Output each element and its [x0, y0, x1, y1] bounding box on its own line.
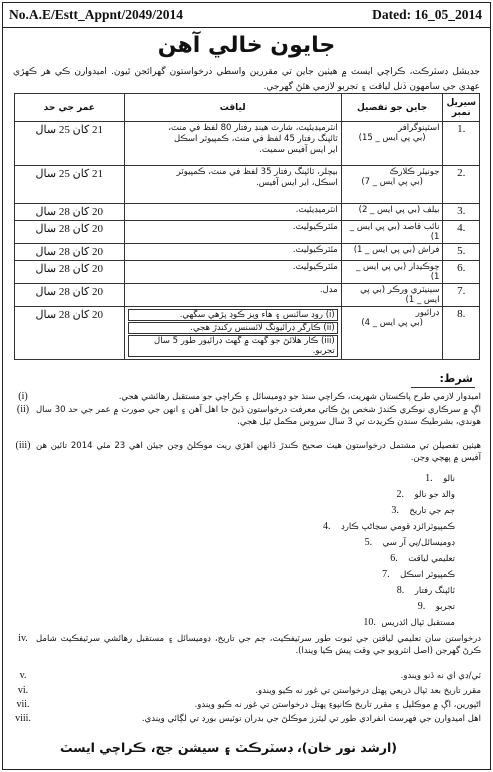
driver-requirement: (ii) ڪارگر ڊرائيونگ لائسنس رکندڙ هجي. — [128, 322, 338, 334]
table-row — [15, 204, 480, 221]
table-row — [15, 261, 480, 284]
row-qualification: انٽرميڊيئيٽ. — [295, 205, 338, 215]
row-post: بيلف (بي پي ايس _ 2) — [358, 205, 440, 215]
condition-text: مقرر تاريخ بعد ٽپال ذريعي پهتل درخواستن تي غور نه ڪيو ويندو. — [255, 686, 481, 696]
condition-number: v. — [19, 670, 27, 681]
row-post: جونيئر ڪلارڪ — [389, 167, 440, 177]
condition-text: ٽي/ڊي اي نه ڏنو ويندو. — [400, 671, 481, 681]
table-header-row — [15, 94, 480, 122]
condition-item — [10, 391, 485, 403]
row-serial: 8. — [457, 308, 466, 320]
condition-item — [10, 699, 485, 711]
required-detail: ڪمپيوٽرائزڊ قومي سڃاڻپ ڪارڊ 4. — [322, 521, 455, 532]
page-title: جايون خالي آهن — [157, 33, 336, 58]
row-post: ڊرائيور — [415, 308, 440, 318]
row-age: 21 کان 25 سال — [35, 168, 104, 180]
required-detail: تعليمي لياقت 6. — [390, 553, 455, 564]
row-scale: (بي پي ايس _ 7) — [361, 177, 423, 187]
required-detail: ٽائپنگ رفتار 8. — [396, 585, 455, 596]
row-qualification: بيچلر، ٽائپنگ رفتار 35 لفظ في منٽ، ڪمپيوٽر — [176, 167, 338, 177]
row-serial: 3. — [457, 205, 466, 217]
vacancies-table — [14, 93, 480, 360]
condition-text: اڻپورين، اڳ ۾ موڪليل ۽ مقرر تاريخ ڪانپوءِ پهتل درخواستن تي غور نه ڪيو ويندو. — [194, 700, 481, 710]
row-scale: (بي پي ايس _ 4) — [361, 318, 423, 328]
header-age-limit: عمر جي حد — [15, 94, 125, 122]
row-scale: (بي پي ايس _ 15) — [358, 133, 426, 143]
row-age: 20 کان 28 سال — [35, 206, 104, 218]
row-age: 20 کان 28 سال — [35, 286, 104, 298]
row-post: چوڪيدار (بي پي ايس _ 1) — [356, 262, 440, 282]
table-row — [15, 307, 480, 360]
condition-text: اميدوار لازمي طرح پاڪستان شهريت، ڪراچي سنڌ جو ڊوميسائل ۽ ڪراچي جو مستقبل رهائشي هجي. — [118, 392, 481, 402]
required-detail: والد جو نالو 2. — [396, 489, 455, 500]
conditions-heading: شرط: — [439, 372, 473, 385]
row-serial: 5. — [457, 245, 466, 257]
row-age: 20 کان 28 سال — [35, 309, 104, 321]
required-detail: مستقبل ٽپال ائڊريس 10. — [363, 617, 455, 628]
condition-text: هيٺين تفصيلن تي مشتمل درخواستون هيٺ صحيح ڪندڙ ڏانهن اهڙي ريت موڪلڻ وڃن جيئن اهي 23 مئي 2014 تائين هن آفيس ۾ پهچي وڃن. — [36, 441, 481, 463]
condition-number: vii. — [16, 699, 30, 710]
table-row — [15, 221, 480, 244]
condition-number: (i) — [18, 391, 28, 402]
row-post: اسٽينوگرافر — [398, 123, 440, 133]
row-serial: 7. — [457, 285, 466, 297]
row-age: 20 کان 28 سال — [35, 263, 104, 275]
reference-number: No.A.E/Estt_Appnt/2049/2014 — [9, 7, 184, 22]
row-post: فراش (بي پي ايس _ 1) — [353, 245, 440, 255]
condition-number: iv. — [18, 633, 28, 644]
table-row — [15, 122, 480, 166]
condition-text: درخواستن سان تعليمي لياقتن جي ثبوت طور سرٽيفڪيٽ، ڄم جي تاريخ، ڊوميسائل ۽ مستقبل رهائشي سرٽيفڪيٽ شامل ڪرڻ گهرجن (اصل انٽرويو جي وقت پيش ڪيا ويندا). — [36, 634, 481, 656]
row-post: سينيٽري ورڪر (بي پي ايس _ 1) — [360, 285, 440, 305]
row-qualification: مئٽرڪيوليٽ. — [292, 245, 338, 255]
row-age: 20 کان 28 سال — [35, 246, 104, 258]
conditions-underline — [411, 387, 475, 388]
header-qualification: لياقت — [124, 94, 341, 122]
row-serial: 2. — [457, 167, 466, 179]
header-serial: سيريل نمبر — [443, 94, 480, 122]
intro-paragraph: جڊيشل ڊسٽرڪٽ، ڪراچي ايسٽ ۾ هيٺين جاين تي مقررين واسطي درخواستون گهرائجن ٿيون. اميدوارن ڪي هر ڪهڙي عهدي جي سامهون ڏنل لياقت ۽ تجربو لازمي هئڻ گهرجي. — [13, 67, 480, 92]
header-divider — [3, 27, 490, 28]
row-serial: 1. — [457, 123, 466, 135]
condition-item — [10, 685, 485, 697]
header-post: جاين جو تفصيل — [341, 94, 443, 122]
row-qualification: انٽرميڊيئيٽ، شارٽ هينڊ رفتار 80 لفظ في منٽ، — [168, 123, 338, 133]
table-row — [15, 166, 480, 204]
row-qualification: مئٽرڪيوليٽ. — [292, 262, 338, 272]
row-age: 20 کان 28 سال — [35, 223, 104, 235]
required-detail: ڪمپيوٽر اسڪل 7. — [382, 569, 455, 580]
row-qualification: اير ايس آفيس سميت. — [259, 145, 338, 155]
driver-requirement: (iii) ڪار هلائڻ جو گهٽ ۾ گهٽ ڊرائيور طور 5 سال تجربو. — [128, 335, 338, 357]
table-row — [15, 284, 480, 307]
driver-requirement: (i) روڊ سائنس ۽ هاء ويز ڪوڊ پڙهي سگهي. — [128, 309, 338, 321]
condition-text: اهل اميدوارن جي فهرست انفرادي طور تي ليٽرز موڪلڻ جي بدران نوٽيس بورڊ تي لڳائي ويندي. — [141, 714, 481, 724]
row-qualification: مڊل. — [319, 285, 338, 295]
condition-item — [10, 670, 485, 682]
row-qualification: اسڪل، اير ايس آفيس. — [256, 178, 338, 188]
condition-text: اڳ ۾ سرڪاري نوڪري ڪندڙ شخص پڻ ڪاتي معرفت درخواستون ڏيڻ جا اهل آهن ۽ انهن جي صورت ۾ عمر جي حد 30 سال هوندي، بشرطيڪ سندن ڪريڊٽ تي 3 سال سروس مڪمل ٿيل هجي. — [36, 405, 481, 427]
condition-item — [10, 404, 485, 428]
condition-item — [10, 713, 485, 725]
row-qualification: مئٽرڪيوليٽ. — [292, 222, 338, 232]
row-post: نائب قاصد (بي پي ايس _ 1) — [349, 222, 440, 242]
condition-number: (ii) — [16, 404, 30, 415]
required-detail: ڊوميسائل/پي آر سي 5. — [364, 537, 455, 548]
condition-item — [10, 440, 485, 464]
condition-number: (iii) — [15, 440, 31, 451]
row-qualification: ٽائپنگ رفتار 45 لفظ في منٽ، ڪمپيوٽر اسڪل — [174, 134, 338, 144]
row-serial: 6. — [457, 262, 466, 274]
dated-label: Dated: 16_05_2014 — [372, 7, 482, 22]
condition-item — [10, 633, 485, 657]
required-detail: نالو 1. — [425, 473, 455, 484]
row-serial: 4. — [457, 222, 466, 234]
signature-block: (ارشد نور خان)، ڊسٽرڪٽ ۽ سيشن جج، ڪراچي ايسٽ — [60, 740, 397, 755]
condition-number: viii. — [15, 713, 31, 724]
required-detail: تجربو 9. — [417, 601, 455, 612]
row-age: 21 کان 25 سال — [35, 124, 104, 136]
condition-number: vi. — [17, 685, 29, 696]
required-detail: ڄم جي تاريخ 3. — [391, 505, 455, 516]
table-row — [15, 244, 480, 261]
